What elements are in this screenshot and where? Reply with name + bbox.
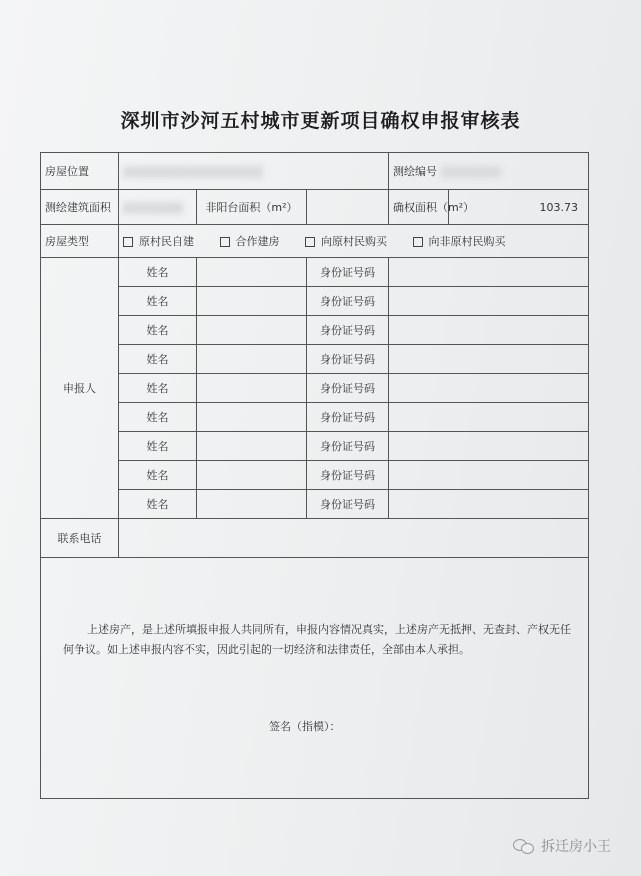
name-label: 姓名 xyxy=(119,287,197,316)
checkbox-icon[interactable] xyxy=(413,237,423,247)
phone-row xyxy=(41,519,589,558)
id-label: 身份证号码 xyxy=(307,432,389,461)
statement-cell xyxy=(41,558,589,799)
id-label: 身份证号码 xyxy=(307,258,389,287)
house-location-value xyxy=(119,153,389,190)
confirmed-area-label: 确权面积（m²） xyxy=(393,201,475,214)
name-field[interactable] xyxy=(197,432,307,461)
name-field[interactable] xyxy=(197,490,307,519)
statement-text: 上述房产，是上述所填报申报人共同所有，申报内容情况真实，上述房产无抵押、无查封、产权无任何争议。如上述申报内容不实，因此引起的一切经济和法律责任，全部由本人承担。 xyxy=(63,623,571,656)
form-title: 深圳市沙河五村城市更新项目确权申报审核表 xyxy=(120,110,521,132)
id-field[interactable] xyxy=(389,432,589,461)
redacted-location xyxy=(123,166,263,178)
name-field[interactable] xyxy=(197,316,307,345)
name-label: 姓名 xyxy=(119,490,197,519)
checkbox-icon[interactable] xyxy=(220,237,230,247)
name-label: 姓名 xyxy=(119,461,197,490)
name-label: 姓名 xyxy=(119,345,197,374)
balcony-area-label: 非阳台面积（m²） xyxy=(205,201,298,214)
table-row xyxy=(41,403,589,432)
location-row xyxy=(41,153,589,190)
confirmed-area-label-cell xyxy=(389,190,475,225)
name-label: 姓名 xyxy=(119,316,197,345)
id-label: 身份证号码 xyxy=(307,374,389,403)
survey-number-label: 测绘编号 xyxy=(393,165,438,178)
id-field[interactable] xyxy=(389,461,589,490)
id-field[interactable] xyxy=(389,490,589,519)
table-row xyxy=(41,432,589,461)
name-field[interactable] xyxy=(197,258,307,287)
survey-number-cell xyxy=(389,153,589,190)
id-label: 身份证号码 xyxy=(307,345,389,374)
balcony-area-value xyxy=(307,190,389,225)
house-type-cell xyxy=(41,225,119,258)
balcony-area-cell xyxy=(197,190,307,225)
id-field[interactable] xyxy=(389,403,589,432)
id-label: 身份证号码 xyxy=(307,316,389,345)
phone-field[interactable] xyxy=(119,519,589,558)
confirmed-area-value: 103.73 xyxy=(539,200,579,214)
table-row xyxy=(41,287,589,316)
id-field[interactable] xyxy=(389,316,589,345)
phone-label: 联系电话 xyxy=(41,519,119,558)
name-label: 姓名 xyxy=(119,258,197,287)
id-label: 身份证号码 xyxy=(307,490,389,519)
name-field[interactable] xyxy=(197,374,307,403)
name-field[interactable] xyxy=(197,403,307,432)
area-row xyxy=(41,190,589,225)
name-label: 姓名 xyxy=(119,403,197,432)
name-field[interactable] xyxy=(197,287,307,316)
house-type-options xyxy=(119,225,589,258)
id-field[interactable] xyxy=(389,374,589,403)
table-row xyxy=(41,258,589,287)
checkbox-icon[interactable] xyxy=(305,237,315,247)
name-label: 姓名 xyxy=(119,432,197,461)
applicant-section-cell xyxy=(41,258,119,519)
table-row xyxy=(41,490,589,519)
house-type-row xyxy=(41,225,589,258)
redacted-survey-number xyxy=(441,166,501,178)
survey-area-cell xyxy=(41,190,119,225)
table-row xyxy=(41,345,589,374)
table-row xyxy=(41,374,589,403)
id-label: 身份证号码 xyxy=(307,403,389,432)
house-location-cell xyxy=(41,153,119,190)
table-row xyxy=(41,461,589,490)
id-label: 身份证号码 xyxy=(307,287,389,316)
redacted-survey-area xyxy=(123,202,183,214)
option-cooperative[interactable]: 合作建房 xyxy=(220,233,280,249)
option-self-built[interactable]: 原村民自建 xyxy=(123,233,194,249)
signature-label: 签名（指模）： xyxy=(269,720,341,733)
id-field[interactable] xyxy=(389,287,589,316)
checkbox-icon[interactable] xyxy=(123,237,133,247)
watermark-text: 拆迁房小王 xyxy=(541,839,611,855)
survey-area-value xyxy=(119,190,197,225)
table-row xyxy=(41,316,589,345)
name-label: 姓名 xyxy=(119,374,197,403)
declaration-table xyxy=(40,152,589,799)
applicant-section-label: 申报人 xyxy=(63,382,96,395)
name-field[interactable] xyxy=(197,345,307,374)
house-location-label: 房屋位置 xyxy=(45,165,89,178)
name-field[interactable] xyxy=(197,461,307,490)
id-field[interactable] xyxy=(389,345,589,374)
survey-area-label: 测绘建筑面积 xyxy=(45,201,111,214)
watermark xyxy=(513,836,611,856)
option-bought-from-villager[interactable]: 向原村民购买 xyxy=(305,233,387,249)
statement-row xyxy=(41,558,589,799)
id-field[interactable] xyxy=(389,258,589,287)
option-bought-from-non-villager[interactable]: 向非原村民购买 xyxy=(413,233,506,249)
wechat-icon xyxy=(513,837,535,855)
id-label: 身份证号码 xyxy=(307,461,389,490)
house-type-label: 房屋类型 xyxy=(45,235,89,248)
